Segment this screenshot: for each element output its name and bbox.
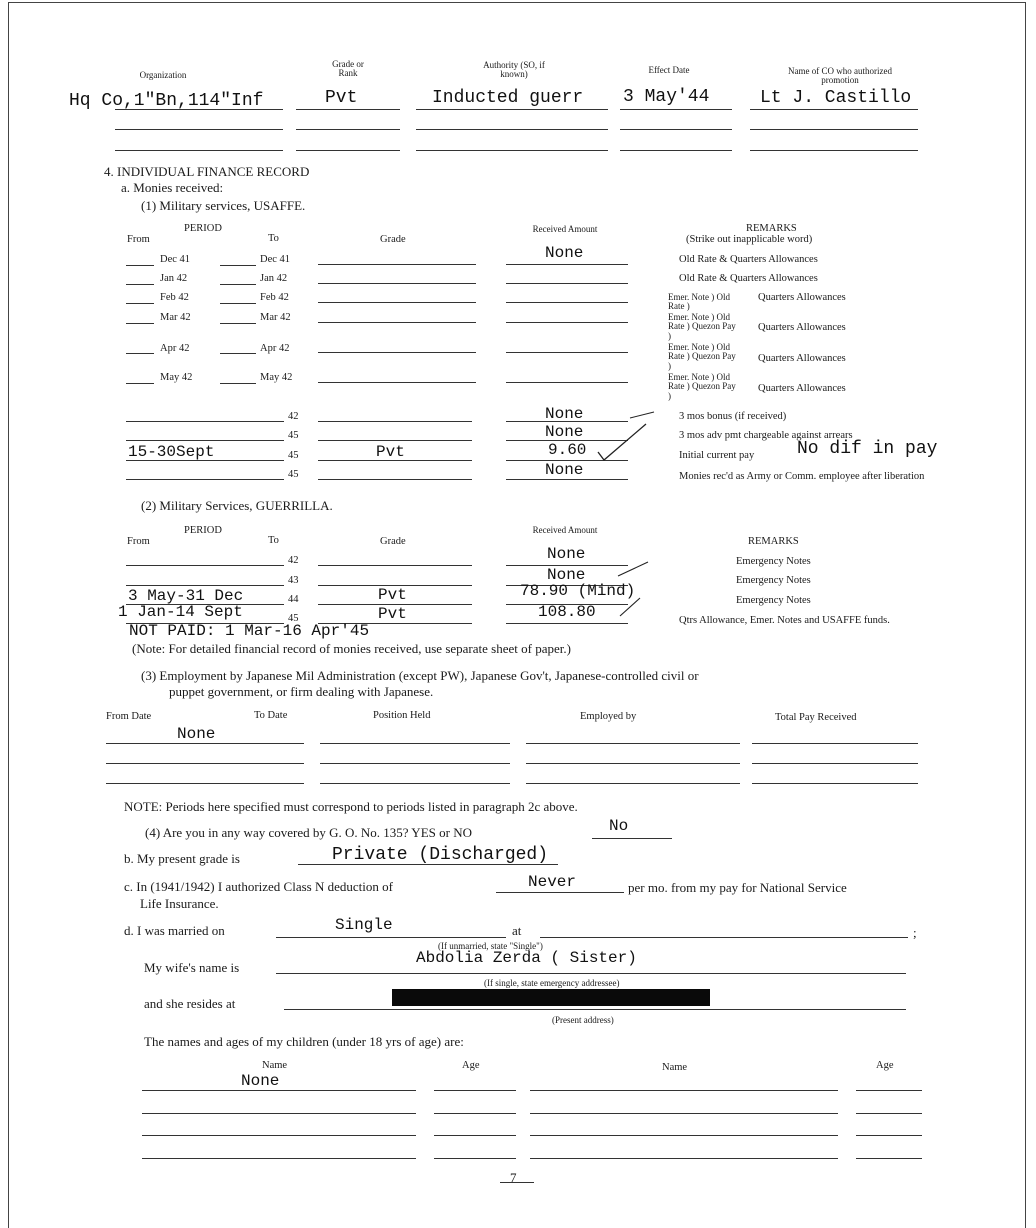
guerrilla-from: 3 May-31 Dec xyxy=(128,587,244,605)
col-label-authority: Authority (SO, if known) xyxy=(483,60,545,80)
resides-label: and she resides at xyxy=(144,996,236,1011)
header-organization-value: Hq Co,1"Bn,114"Inf xyxy=(69,91,264,111)
wife-name-label: My wife's name is xyxy=(144,960,240,975)
married-hint: (If unmarried, state "Single") xyxy=(438,941,543,951)
subsection-1-label: (1) Military services, USAFFE. xyxy=(141,198,306,213)
usaffe-to: Feb 42 xyxy=(260,292,289,303)
guerrilla-year: 43 xyxy=(288,575,299,586)
usaffe-to: Mar 42 xyxy=(260,312,291,323)
usaffe-from: Mar 42 xyxy=(160,312,191,323)
col-label-to: To xyxy=(268,535,279,546)
bonus-year: 45 xyxy=(288,469,299,480)
subsection-3-label-cont: puppet government, or firm dealing with Japanese. xyxy=(169,684,434,699)
col-label-effect-date: Effect Date xyxy=(648,65,690,75)
bonus-remarks: 3 mos bonus (if received) xyxy=(679,411,787,422)
subsection-3-label: (3) Employment by Japanese Mil Administration (except PW), Japanese Gov't, Japanese-controlled civil or xyxy=(141,668,699,683)
col-label-period: PERIOD xyxy=(184,525,222,536)
usaffe-from: Feb 42 xyxy=(160,292,189,303)
employment-value: None xyxy=(177,725,216,743)
bonus-year: 45 xyxy=(288,430,299,441)
usaffe-from: Apr 42 xyxy=(160,343,190,354)
col-label-child-age: Age xyxy=(462,1060,480,1071)
usaffe-to: Dec 41 xyxy=(260,254,291,265)
bonus-from: 15-30Sept xyxy=(128,443,215,461)
col-label-remarks-sub: (Strike out inapplicable word) xyxy=(686,234,813,245)
col-label-child-name: Name xyxy=(662,1062,688,1073)
insurance-suffix-cont: Life Insurance. xyxy=(140,896,219,911)
guerrilla-grade: Pvt xyxy=(378,605,407,623)
col-label-from-date: From Date xyxy=(106,711,152,722)
married-label: d. I was married on xyxy=(124,923,225,938)
page-number: 7 xyxy=(510,1170,517,1185)
guerrilla-remarks: Emergency Notes xyxy=(736,556,811,567)
usaffe-first-amount: None xyxy=(545,244,584,262)
initial-pay-note: No dif in pay xyxy=(797,439,938,459)
q4-label: (4) Are you in any way covered by G. O. No. 135? YES or NO xyxy=(145,825,472,840)
col-label-organization: Organization xyxy=(139,70,187,80)
usaffe-remarks: Old Rate & Quarters Allowances xyxy=(679,254,818,265)
col-label-total-pay: Total Pay Received xyxy=(775,712,857,723)
usaffe-remarks-left: Emer. Note ) Old Rate ) Quezon Pay ) xyxy=(668,342,736,371)
not-paid-note: NOT PAID: 1 Mar-16 Apr'45 xyxy=(129,622,370,640)
usaffe-to: Apr 42 xyxy=(260,343,290,354)
wife-name-hint: (If single, state emergency addressee) xyxy=(484,978,620,988)
col-label-to: To xyxy=(268,233,279,244)
married-at: at xyxy=(512,923,522,938)
bonus-year: 42 xyxy=(288,411,299,422)
usaffe-remarks-left: Emer. Note ) Old Rate ) Quezon Pay ) xyxy=(668,372,736,401)
bonus-remarks: 3 mos adv pmt chargeable against arrears xyxy=(679,430,853,441)
header-grade-value: Pvt xyxy=(325,88,358,108)
redacted-address xyxy=(392,989,710,1006)
col-label-to-date: To Date xyxy=(254,710,288,721)
col-label-from: From xyxy=(127,234,150,245)
section-title: 4. INDIVIDUAL FINANCE RECORD xyxy=(104,164,310,179)
guerrilla-amount: None xyxy=(547,566,586,584)
periods-note: NOTE: Periods here specified must correspond to periods listed in paragraph 2c above. xyxy=(124,799,578,814)
usaffe-to: May 42 xyxy=(260,372,293,383)
col-label-position: Position Held xyxy=(373,710,431,721)
col-label-co-name: Name of CO who authorized promotion xyxy=(788,66,892,86)
usaffe-remarks-left: Emer. Note ) Old Rate ) Quezon Pay ) xyxy=(668,312,736,341)
col-label-remarks: REMARKS xyxy=(746,223,797,234)
usaffe-from: Jan 42 xyxy=(160,273,188,284)
insurance-label: c. In (1941/1942) I authorized Class N deduction of xyxy=(124,879,393,894)
guerrilla-remarks: Qtrs Allowance, Emer. Notes and USAFFE funds. xyxy=(679,615,890,626)
col-label-child-name: Name xyxy=(262,1060,288,1071)
header-effect-date-value: 3 May'44 xyxy=(623,87,710,107)
subsection-a-label: a. Monies received: xyxy=(121,180,224,195)
col-label-grade: Grade or Rank xyxy=(332,59,364,79)
usaffe-remarks: Quarters Allowances xyxy=(758,322,846,333)
guerrilla-remarks: Emergency Notes xyxy=(736,575,811,586)
married-value: Single xyxy=(335,916,393,934)
bonus-amount: None xyxy=(545,423,584,441)
guerrilla-year: 44 xyxy=(288,594,299,605)
guerrilla-from: 1 Jan-14 Sept xyxy=(118,603,243,621)
bonus-amount: None xyxy=(545,461,584,479)
guerrilla-grade: Pvt xyxy=(378,586,407,604)
col-label-received-amount: Received Amount xyxy=(532,525,598,535)
children-label: The names and ages of my children (under 18 yrs of age) are: xyxy=(144,1034,464,1049)
bonus-grade: Pvt xyxy=(376,443,405,461)
col-label-received-amount: Received Amount xyxy=(532,224,598,234)
usaffe-remarks: Quarters Allowances xyxy=(758,292,846,303)
col-label-remarks: REMARKS xyxy=(748,536,799,547)
present-grade-value: Private (Discharged) xyxy=(332,845,549,865)
bonus-amount: 9.60 xyxy=(548,441,587,459)
usaffe-remarks-left: Emer. Note ) Old Rate ) xyxy=(668,292,730,312)
subsection-2-label: (2) Military Services, GUERRILLA. xyxy=(141,498,333,513)
guerrilla-remarks: Emergency Notes xyxy=(736,595,811,606)
insurance-suffix: per mo. from my pay for National Service xyxy=(628,880,847,895)
children-value: None xyxy=(241,1072,280,1090)
usaffe-from: May 42 xyxy=(160,372,193,383)
guerrilla-year: 45 xyxy=(288,613,299,624)
usaffe-remarks: Quarters Allowances xyxy=(758,353,846,364)
wife-name-value: Abdolia Zerda ( Sister) xyxy=(416,949,637,967)
usaffe-remarks: Old Rate & Quarters Allowances xyxy=(679,273,818,284)
col-label-grade: Grade xyxy=(380,234,406,245)
col-label-period: PERIOD xyxy=(184,223,222,234)
present-grade-label: b. My present grade is xyxy=(124,851,240,866)
q4-value: No xyxy=(609,817,629,835)
bonus-amount: None xyxy=(545,405,584,423)
married-semicolon: ; xyxy=(913,925,917,940)
guerrilla-year: 42 xyxy=(288,555,299,566)
usaffe-to: Jan 42 xyxy=(260,273,288,284)
guerrilla-amount: None xyxy=(547,545,586,563)
guerrilla-amount: 78.90 (Mind) xyxy=(520,582,636,600)
insurance-value: Never xyxy=(528,873,577,891)
col-label-from: From xyxy=(127,536,150,547)
col-label-child-age: Age xyxy=(876,1060,894,1071)
col-label-grade: Grade xyxy=(380,536,406,547)
detailed-record-note: (Note: For detailed financial record of monies received, use separate sheet of paper.) xyxy=(132,641,571,656)
bonus-remarks: Initial current pay xyxy=(679,450,755,461)
usaffe-remarks: Quarters Allowances xyxy=(758,383,846,394)
usaffe-from: Dec 41 xyxy=(160,254,191,265)
header-authority-value: Inducted guerr xyxy=(432,88,584,108)
resides-hint: (Present address) xyxy=(552,1015,614,1025)
bonus-year: 45 xyxy=(288,450,299,461)
bonus-remarks: Monies rec'd as Army or Comm. employee after liberation xyxy=(679,471,925,482)
guerrilla-amount: 108.80 xyxy=(538,603,596,621)
header-co-name-value: Lt J. Castillo xyxy=(760,88,912,108)
col-label-employed-by: Employed by xyxy=(580,711,637,722)
